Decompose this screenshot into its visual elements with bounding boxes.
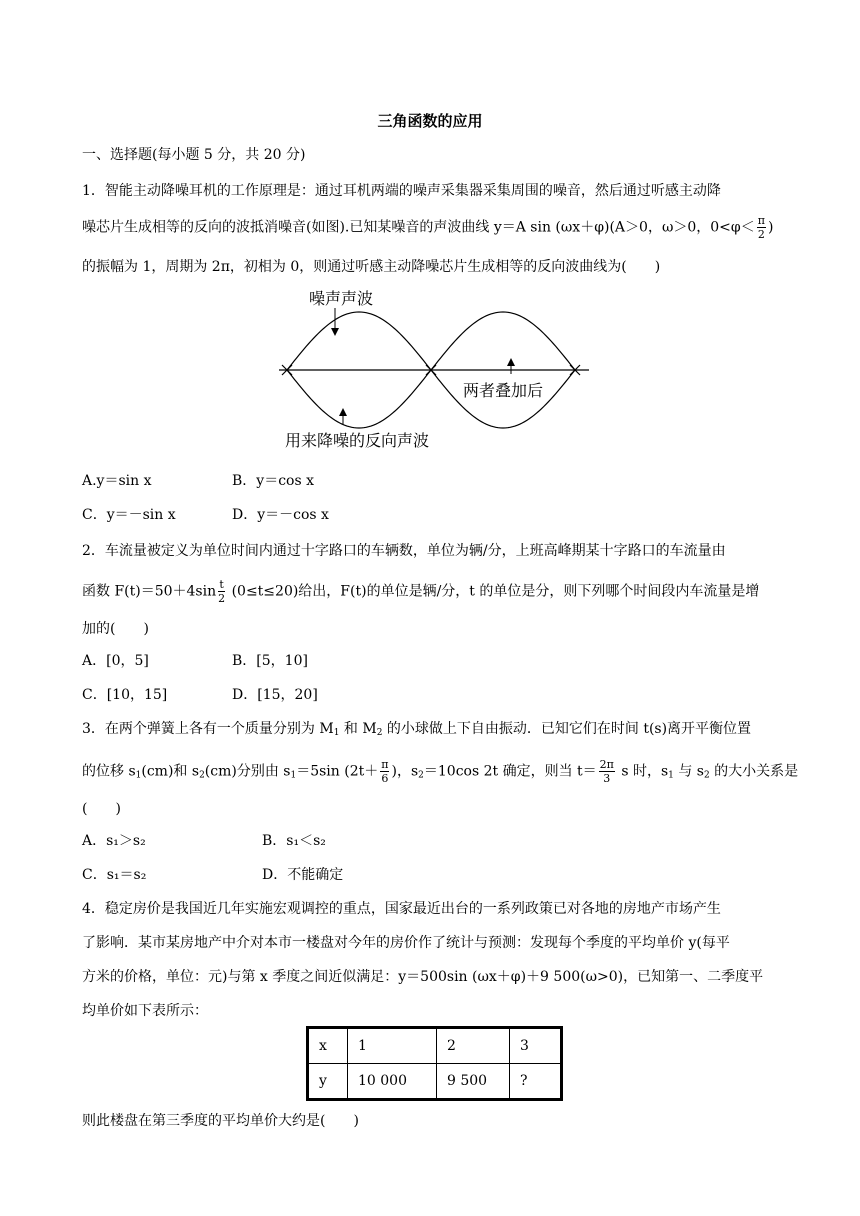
- price-table: [306, 1026, 563, 1101]
- frac-numerator: 2π: [599, 758, 614, 771]
- q3-option-a[interactable]: A．s₁＞s₂: [82, 833, 146, 849]
- q3-text: (cm)分别由 s: [204, 763, 291, 780]
- subscript: 1: [135, 770, 142, 781]
- subscript: 1: [668, 770, 674, 781]
- frac-numerator: π: [757, 214, 765, 227]
- label-anti-noise-wave: 用来降噪的反向声波: [285, 431, 430, 450]
- q1-option-c[interactable]: C．y＝－sin x: [82, 507, 176, 523]
- table-cell: y: [308, 1064, 348, 1100]
- q1-line2: [82, 214, 773, 241]
- q3-text: 的大小关系是: [709, 763, 799, 780]
- q2-option-b[interactable]: B．[5，10]: [232, 653, 308, 669]
- q2-line2-end: (0≤t≤20)给出，F(t)的单位是辆/分，t 的单位是分，则下列哪个时间段内车流量是增: [227, 583, 760, 600]
- q3-2pi-over-3: [599, 758, 615, 785]
- q3-option-b[interactable]: B．s₁＜s₂: [262, 833, 326, 849]
- q3-option-c[interactable]: C．s₁＝s₂: [82, 867, 147, 883]
- page-title: 三角函数的应用: [377, 112, 483, 130]
- q1-line2-end: ): [767, 219, 774, 236]
- q3-line3: ( ): [82, 801, 121, 817]
- table-cell: ?: [510, 1064, 562, 1100]
- q1-option-d[interactable]: D．y＝－cos x: [232, 507, 329, 523]
- q2-option-c[interactable]: C．[10，15]: [82, 687, 168, 703]
- frac-denominator: 2: [757, 228, 765, 241]
- q3-text: (cm)和 s: [141, 763, 200, 780]
- frac-numerator: t: [219, 578, 224, 591]
- q3-line1: [82, 720, 751, 742]
- arrow-head: [331, 328, 339, 336]
- q1-pi-over-2: [757, 214, 766, 241]
- q2-t-over-2: [218, 578, 225, 605]
- q2-line3: 加的( ): [82, 621, 149, 637]
- subscript: 2: [376, 728, 383, 738]
- q3-text: 的小球做上下自由振动．已知它们在时间 t(s)离开平衡位置: [382, 721, 752, 737]
- noise-wave-figure: [275, 284, 595, 454]
- q2-option-d[interactable]: D．[15，20]: [232, 687, 318, 703]
- table-cell: 9 500: [437, 1064, 510, 1100]
- q1-line3: 的振幅为 1，周期为 2π，初相为 0，则通过听感主动降噪芯片生成相等的反向波曲线为( ): [82, 259, 661, 275]
- q3-text: 和 M: [339, 721, 377, 737]
- q3-line2: [82, 758, 798, 785]
- subscript: 2: [418, 770, 424, 781]
- section-heading: 一、选择题(每小题 5 分，共 20 分): [82, 147, 306, 163]
- frac-denominator: 3: [603, 772, 611, 785]
- table-row: [308, 1064, 562, 1100]
- q4-line3: 方米的价格，单位：元)与第 x 季度之间近似满足：y＝500sin (ωx＋φ)＋9 500(ω>0)，已知第一、二季度平: [82, 969, 764, 985]
- q2-line1: 2．车流量被定义为单位时间内通过十字路口的车辆数，单位为辆/分，上班高峰期某十字路口的车流量由: [82, 543, 726, 559]
- q4-line5: 则此楼盘在第三季度的平均单价大约是( ): [82, 1113, 359, 1129]
- table-cell: 10 000: [348, 1064, 437, 1100]
- q3-text: )，s: [391, 763, 419, 780]
- q2-line2: [82, 578, 759, 605]
- table-row: [308, 1028, 562, 1064]
- q4-line4: 均单价如下表所示：: [82, 1003, 208, 1019]
- arrow-head: [339, 408, 347, 416]
- q1-option-a[interactable]: A.y＝sin x: [82, 473, 152, 489]
- q3-text: ＝5sin (2t＋: [296, 763, 379, 780]
- q1-line2-text: 噪芯片生成相等的反向的波抵消噪音(如图).已知某噪音的声波曲线 y＝A sin (ωx＋φ)(A＞0，ω＞0，0<φ＜: [82, 219, 755, 236]
- q3-text: ＝10cos 2t 确定，则当 t＝: [423, 763, 597, 780]
- subscript: 2: [704, 770, 710, 781]
- q3-text: 与 s: [673, 763, 704, 780]
- q4-line1: 4．稳定房价是我国近几年实施宏观调控的重点，国家最近出台的一系列政策已对各地的房地产市场产生: [82, 901, 721, 917]
- q3-pi-over-6: [380, 758, 389, 785]
- table-cell: 1: [348, 1028, 437, 1064]
- subscript: 2: [199, 770, 205, 781]
- q3-text: 的位移 s: [82, 763, 136, 780]
- table-cell: 2: [437, 1028, 510, 1064]
- q1-option-b[interactable]: B．y＝cos x: [232, 473, 314, 489]
- frac-numerator: π: [381, 758, 389, 771]
- subscript: 1: [333, 728, 340, 738]
- label-superposed: 两者叠加后: [463, 381, 544, 400]
- arrow-head: [507, 358, 515, 366]
- table-cell: 3: [510, 1028, 562, 1064]
- q3-text: s 时，s: [616, 763, 669, 780]
- q2-option-a[interactable]: A．[0，5]: [82, 653, 149, 669]
- frac-denominator: 2: [218, 592, 226, 605]
- q3-text: 3．在两个弹簧上各有一个质量分别为 M: [82, 721, 334, 737]
- label-noise-wave: 噪声声波: [309, 289, 374, 308]
- frac-denominator: 6: [381, 772, 389, 785]
- q4-line2: 了影响．某市某房地产中介对本市一楼盘对今年的房价作了统计与预测：发现每个季度的平均单价 y(每平: [82, 935, 730, 951]
- q3-option-d[interactable]: D．不能确定: [262, 867, 344, 883]
- q1-line1: 1．智能主动降噪耳机的工作原理是：通过耳机两端的噪声采集器采集周围的噪音，然后通过听感主动降: [82, 183, 721, 199]
- subscript: 1: [290, 770, 297, 781]
- table-cell: x: [308, 1028, 348, 1064]
- q2-line2-text: 函数 F(t)＝50＋4sin: [82, 583, 217, 600]
